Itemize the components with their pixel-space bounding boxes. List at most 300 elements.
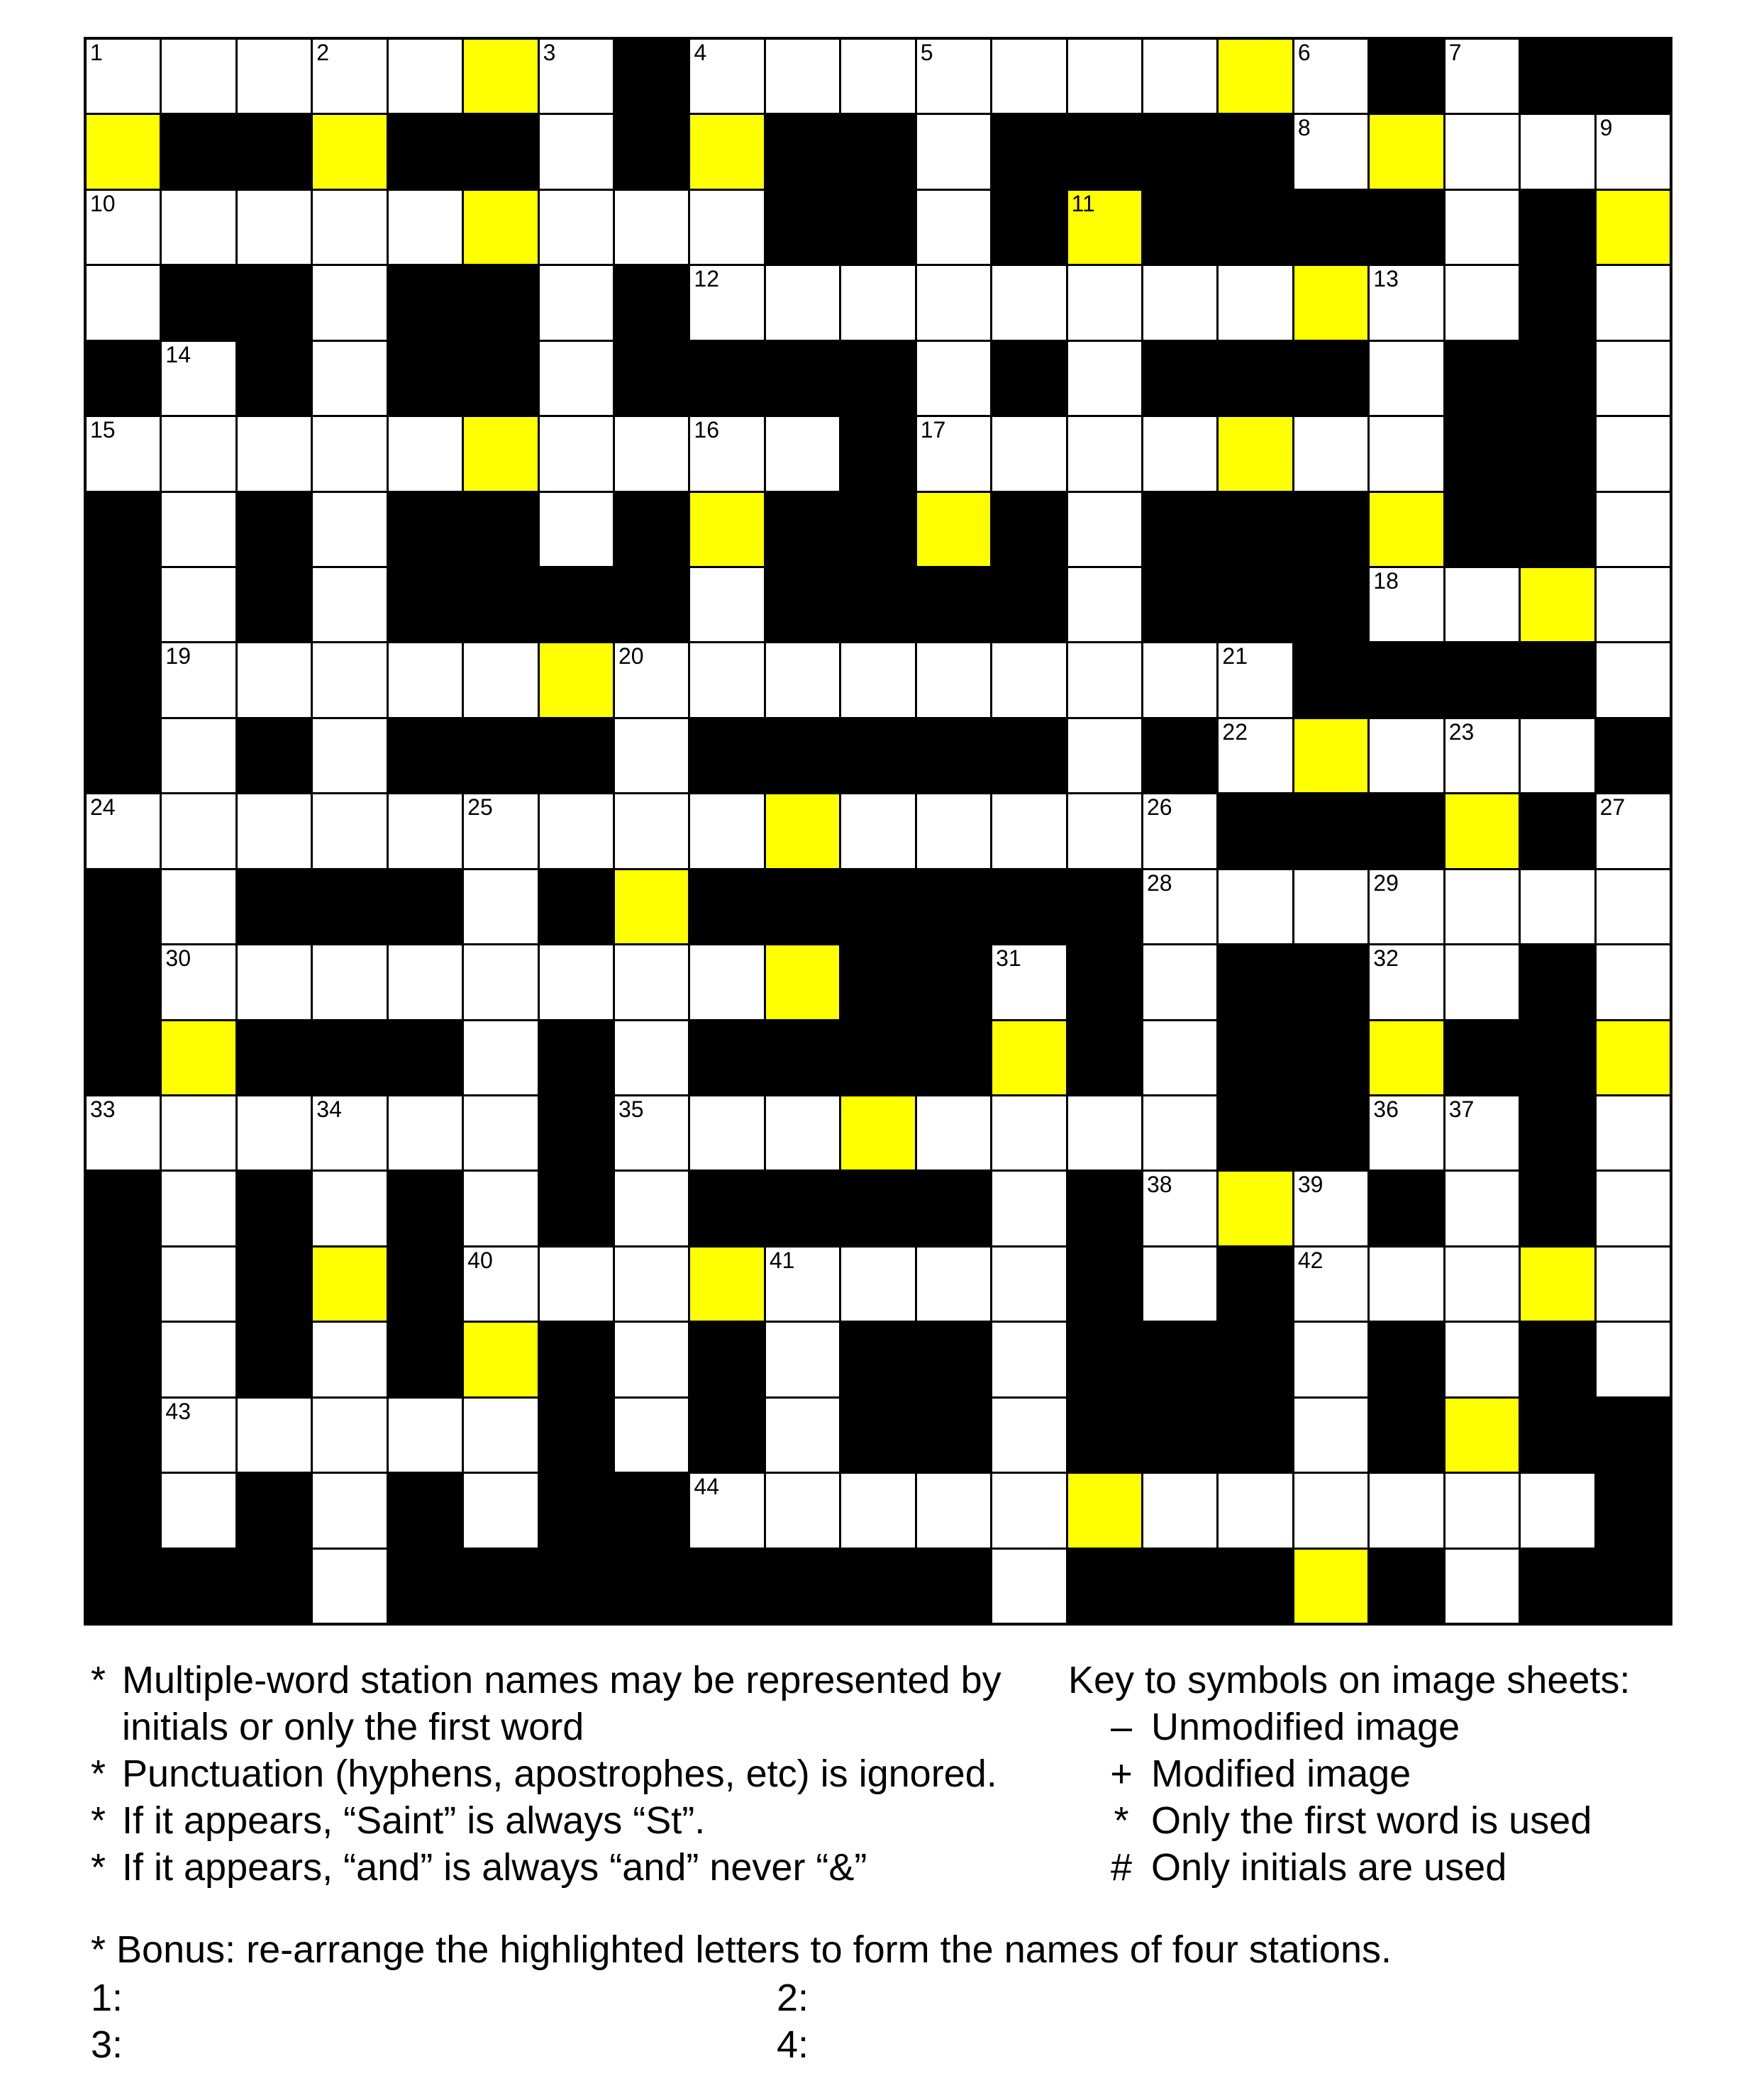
grid-cell-r12c9[interactable] — [766, 945, 839, 1018]
grid-cell-r20c15 — [1219, 1550, 1292, 1623]
grid-cell-r15c16[interactable] — [1294, 1172, 1367, 1245]
grid-cell-r7c13[interactable] — [1068, 568, 1141, 641]
grid-cell-r14c20[interactable] — [1597, 1096, 1670, 1170]
grid-cell-r0c11[interactable] — [917, 40, 990, 113]
grid-cell-r4c3[interactable] — [313, 342, 386, 415]
bonus-answer-2[interactable]: 2: — [777, 1977, 809, 2019]
grid-cell-r8c15[interactable] — [1219, 643, 1292, 716]
grid-cell-r1c1 — [162, 115, 235, 188]
bonus-answer-3[interactable]: 3: — [91, 2023, 123, 2066]
grid-cell-r18c9[interactable] — [766, 1399, 839, 1472]
grid-cell-r8c14[interactable] — [1143, 643, 1216, 716]
grid-cell-r11c1[interactable] — [162, 870, 235, 943]
grid-cell-r15c4 — [389, 1172, 462, 1245]
grid-cell-r3c13[interactable] — [1068, 266, 1141, 339]
grid-cell-r5c4[interactable] — [389, 417, 462, 490]
grid-cell-r12c18[interactable] — [1446, 945, 1519, 1018]
grid-cell-r20c12[interactable] — [992, 1550, 1065, 1623]
grid-cell-r12c2[interactable] — [238, 945, 311, 1018]
grid-cell-r3c10[interactable] — [841, 266, 914, 339]
grid-cell-r5c7[interactable] — [615, 417, 688, 490]
grid-cell-r11c5[interactable] — [464, 870, 537, 943]
grid-cell-r16c7[interactable] — [615, 1248, 688, 1321]
cell-number: 5 — [920, 40, 933, 65]
grid-cell-r9c20 — [1597, 719, 1670, 792]
grid-cell-r0c0[interactable] — [87, 40, 160, 113]
grid-cell-r14c6 — [540, 1096, 613, 1170]
grid-cell-r12c5[interactable] — [464, 945, 537, 1018]
grid-cell-r8c6[interactable] — [540, 643, 613, 716]
grid-cell-r9c5 — [464, 719, 537, 792]
grid-cell-r14c3[interactable] — [313, 1096, 386, 1170]
grid-cell-r14c8[interactable] — [690, 1096, 763, 1170]
grid-cell-r5c1[interactable] — [162, 417, 235, 490]
grid-cell-r10c2[interactable] — [238, 794, 311, 867]
grid-cell-r10c10[interactable] — [841, 794, 914, 867]
grid-cell-r19c15[interactable] — [1219, 1474, 1292, 1547]
grid-cell-r4c0 — [87, 342, 160, 415]
grid-cell-r10c5[interactable] — [464, 794, 537, 867]
grid-cell-r2c9 — [766, 191, 839, 264]
grid-cell-r12c6[interactable] — [540, 945, 613, 1018]
bonus-answer-1[interactable]: 1: — [91, 1977, 123, 2019]
grid-cell-r3c9[interactable] — [766, 266, 839, 339]
grid-cell-r18c18[interactable] — [1446, 1399, 1519, 1472]
grid-cell-r4c2 — [238, 342, 311, 415]
grid-cell-r19c12[interactable] — [992, 1474, 1065, 1547]
grid-cell-r6c11[interactable] — [917, 493, 990, 566]
grid-cell-r16c6[interactable] — [540, 1248, 613, 1321]
grid-cell-r2c3[interactable] — [313, 191, 386, 264]
cell-number: 32 — [1373, 945, 1399, 972]
grid-cell-r6c3[interactable] — [313, 493, 386, 566]
grid-cell-r17c20[interactable] — [1597, 1323, 1670, 1396]
grid-cell-r7c17[interactable] — [1370, 568, 1443, 641]
grid-cell-r10c4[interactable] — [389, 794, 462, 867]
grid-cell-r16c8[interactable] — [690, 1248, 763, 1321]
grid-cell-r4c1[interactable] — [162, 342, 235, 415]
grid-cell-r2c6[interactable] — [540, 191, 613, 264]
grid-cell-r14c0[interactable] — [87, 1096, 160, 1170]
grid-cell-r4c11[interactable] — [917, 342, 990, 415]
grid-cell-r5c8[interactable] — [690, 417, 763, 490]
grid-cell-r9c18[interactable] — [1446, 719, 1519, 792]
grid-cell-r5c0[interactable] — [87, 417, 160, 490]
grid-cell-r5c6[interactable] — [540, 417, 613, 490]
grid-cell-r4c6[interactable] — [540, 342, 613, 415]
grid-cell-r10c18[interactable] — [1446, 794, 1519, 867]
key-item-label: Only initials are used — [1151, 1846, 1507, 1889]
grid-cell-r10c13[interactable] — [1068, 794, 1141, 867]
grid-cell-r5c17[interactable] — [1370, 417, 1443, 490]
grid-cell-r5c19 — [1521, 417, 1594, 490]
grid-cell-r13c20[interactable] — [1597, 1021, 1670, 1094]
grid-cell-r0c9[interactable] — [766, 40, 839, 113]
grid-cell-r16c11[interactable] — [917, 1248, 990, 1321]
grid-cell-r5c5[interactable] — [464, 417, 537, 490]
grid-cell-r3c3[interactable] — [313, 266, 386, 339]
grid-cell-r7c8[interactable] — [690, 568, 763, 641]
grid-cell-r16c1[interactable] — [162, 1248, 235, 1321]
grid-cell-r17c18[interactable] — [1446, 1323, 1519, 1396]
grid-cell-r13c1[interactable] — [162, 1021, 235, 1094]
grid-cell-r2c1[interactable] — [162, 191, 235, 264]
grid-cell-r14c17[interactable] — [1370, 1096, 1443, 1170]
grid-cell-r19c5[interactable] — [464, 1474, 537, 1547]
grid-cell-r3c14[interactable] — [1143, 266, 1216, 339]
grid-cell-r17c9[interactable] — [766, 1323, 839, 1396]
grid-cell-r8c12[interactable] — [992, 643, 1065, 716]
grid-cell-r2c4[interactable] — [389, 191, 462, 264]
grid-cell-r9c13[interactable] — [1068, 719, 1141, 792]
grid-cell-r0c1[interactable] — [162, 40, 235, 113]
grid-cell-r8c13[interactable] — [1068, 643, 1141, 716]
grid-cell-r15c14[interactable] — [1143, 1172, 1216, 1245]
grid-cell-r17c14 — [1143, 1323, 1216, 1396]
grid-cell-r16c10[interactable] — [841, 1248, 914, 1321]
grid-cell-r14c2[interactable] — [238, 1096, 311, 1170]
grid-cell-r2c0[interactable] — [87, 191, 160, 264]
grid-cell-r20c18[interactable] — [1446, 1550, 1519, 1623]
grid-cell-r3c17[interactable] — [1370, 266, 1443, 339]
grid-cell-r7c20[interactable] — [1597, 568, 1670, 641]
grid-cell-r18c14 — [1143, 1399, 1216, 1472]
grid-cell-r5c2[interactable] — [238, 417, 311, 490]
grid-cell-r14c12[interactable] — [992, 1096, 1065, 1170]
grid-cell-r19c3[interactable] — [313, 1474, 386, 1547]
grid-cell-r5c11[interactable] — [917, 417, 990, 490]
grid-cell-r8c20[interactable] — [1597, 643, 1670, 716]
grid-cell-r18c16[interactable] — [1294, 1399, 1367, 1472]
grid-cell-r12c12[interactable] — [992, 945, 1065, 1018]
grid-cell-r17c15 — [1219, 1323, 1292, 1396]
grid-cell-r9c17[interactable] — [1370, 719, 1443, 792]
grid-cell-r13c16 — [1294, 1021, 1367, 1094]
key-item-label: Modified image — [1151, 1752, 1411, 1795]
grid-cell-r9c3[interactable] — [313, 719, 386, 792]
grid-cell-r13c5[interactable] — [464, 1021, 537, 1094]
grid-cell-r16c14[interactable] — [1143, 1248, 1216, 1321]
grid-cell-r16c19[interactable] — [1521, 1248, 1594, 1321]
grid-cell-r16c17[interactable] — [1370, 1248, 1443, 1321]
grid-cell-r14c1[interactable] — [162, 1096, 235, 1170]
grid-cell-r13c7[interactable] — [615, 1021, 688, 1094]
grid-cell-r11c19[interactable] — [1521, 870, 1594, 943]
grid-cell-r3c16[interactable] — [1294, 266, 1367, 339]
grid-cell-r14c11[interactable] — [917, 1096, 990, 1170]
grid-cell-r16c9[interactable] — [766, 1248, 839, 1321]
grid-cell-r19c19[interactable] — [1521, 1474, 1594, 1547]
grid-cell-r16c16[interactable] — [1294, 1248, 1367, 1321]
grid-cell-r19c17[interactable] — [1370, 1474, 1443, 1547]
grid-cell-r2c8[interactable] — [690, 191, 763, 264]
grid-cell-r6c6[interactable] — [540, 493, 613, 566]
grid-cell-r13c19 — [1521, 1021, 1594, 1094]
grid-cell-r6c17[interactable] — [1370, 493, 1443, 566]
grid-cell-r19c16[interactable] — [1294, 1474, 1367, 1547]
grid-cell-r5c14[interactable] — [1143, 417, 1216, 490]
grid-cell-r12c8[interactable] — [690, 945, 763, 1018]
grid-cell-r5c3[interactable] — [313, 417, 386, 490]
grid-cell-r8c3[interactable] — [313, 643, 386, 716]
grid-cell-r7c1[interactable] — [162, 568, 235, 641]
grid-cell-r3c8[interactable] — [690, 266, 763, 339]
grid-cell-r12c14[interactable] — [1143, 945, 1216, 1018]
grid-cell-r11c17[interactable] — [1370, 870, 1443, 943]
grid-cell-r2c12 — [992, 191, 1065, 264]
grid-cell-r16c20[interactable] — [1597, 1248, 1670, 1321]
grid-cell-r0c13[interactable] — [1068, 40, 1141, 113]
grid-cell-r2c16 — [1294, 191, 1367, 264]
grid-cell-r9c7[interactable] — [615, 719, 688, 792]
grid-cell-r5c16[interactable] — [1294, 417, 1367, 490]
grid-cell-r15c9 — [766, 1172, 839, 1245]
grid-cell-r19c10[interactable] — [841, 1474, 914, 1547]
grid-cell-r3c6[interactable] — [540, 266, 613, 339]
grid-cell-r9c16[interactable] — [1294, 719, 1367, 792]
grid-cell-r1c20[interactable] — [1597, 115, 1670, 188]
grid-cell-r17c1[interactable] — [162, 1323, 235, 1396]
bonus-answer-4[interactable]: 4: — [777, 2023, 809, 2066]
grid-cell-r2c7[interactable] — [615, 191, 688, 264]
grid-cell-r6c8[interactable] — [690, 493, 763, 566]
grid-cell-r17c7[interactable] — [615, 1323, 688, 1396]
grid-cell-r5c15[interactable] — [1219, 417, 1292, 490]
grid-cell-r3c0[interactable] — [87, 266, 160, 339]
grid-cell-r12c4[interactable] — [389, 945, 462, 1018]
grid-cell-r5c9[interactable] — [766, 417, 839, 490]
grid-cell-r14c5[interactable] — [464, 1096, 537, 1170]
grid-cell-r19c13[interactable] — [1068, 1474, 1141, 1547]
grid-cell-r1c6[interactable] — [540, 115, 613, 188]
grid-cell-r18c6 — [540, 1399, 613, 1472]
grid-cell-r11c14[interactable] — [1143, 870, 1216, 943]
grid-cell-r15c1[interactable] — [162, 1172, 235, 1245]
grid-cell-r10c3[interactable] — [313, 794, 386, 867]
grid-cell-r10c7[interactable] — [615, 794, 688, 867]
grid-cell-r14c4[interactable] — [389, 1096, 462, 1170]
grid-cell-r0c5[interactable] — [464, 40, 537, 113]
grid-cell-r15c18[interactable] — [1446, 1172, 1519, 1245]
grid-cell-r10c8[interactable] — [690, 794, 763, 867]
grid-cell-r9c12 — [992, 719, 1065, 792]
grid-cell-r11c7[interactable] — [615, 870, 688, 943]
grid-cell-r10c20[interactable] — [1597, 794, 1670, 867]
grid-cell-r11c8 — [690, 870, 763, 943]
grid-cell-r14c13[interactable] — [1068, 1096, 1141, 1170]
grid-cell-r0c16[interactable] — [1294, 40, 1367, 113]
grid-cell-r5c13[interactable] — [1068, 417, 1141, 490]
grid-cell-r10c11[interactable] — [917, 794, 990, 867]
grid-cell-r2c5[interactable] — [464, 191, 537, 264]
grid-cell-r16c3[interactable] — [313, 1248, 386, 1321]
grid-cell-r16c12[interactable] — [992, 1248, 1065, 1321]
grid-cell-r13c3 — [313, 1021, 386, 1094]
grid-cell-r13c17[interactable] — [1370, 1021, 1443, 1094]
grid-cell-r5c20[interactable] — [1597, 417, 1670, 490]
grid-cell-r3c18[interactable] — [1446, 266, 1519, 339]
grid-cell-r19c1[interactable] — [162, 1474, 235, 1547]
note-text: Multiple-word station names may be represented by — [122, 1659, 1001, 1701]
grid-cell-r3c12[interactable] — [992, 266, 1065, 339]
grid-cell-r6c16 — [1294, 493, 1367, 566]
grid-cell-r15c20[interactable] — [1597, 1172, 1670, 1245]
grid-cell-r1c18[interactable] — [1446, 115, 1519, 188]
grid-cell-r4c17[interactable] — [1370, 342, 1443, 415]
grid-cell-r18c12[interactable] — [992, 1399, 1065, 1472]
grid-cell-r1c11[interactable] — [917, 115, 990, 188]
grid-cell-r10c1[interactable] — [162, 794, 235, 867]
grid-cell-r0c3[interactable] — [313, 40, 386, 113]
grid-cell-r12c7[interactable] — [615, 945, 688, 1018]
grid-cell-r5c12[interactable] — [992, 417, 1065, 490]
grid-cell-r11c18[interactable] — [1446, 870, 1519, 943]
grid-cell-r20c3[interactable] — [313, 1550, 386, 1623]
key-item — [1068, 1704, 1630, 1750]
grid-cell-r8c8[interactable] — [690, 643, 763, 716]
grid-cell-r15c15[interactable] — [1219, 1172, 1292, 1245]
grid-cell-r17c3[interactable] — [313, 1323, 386, 1396]
grid-cell-r1c3[interactable] — [313, 115, 386, 188]
grid-cell-r13c14[interactable] — [1143, 1021, 1216, 1094]
grid-cell-r4c20[interactable] — [1597, 342, 1670, 415]
grid-cell-r12c1[interactable] — [162, 945, 235, 1018]
grid-cell-r17c12[interactable] — [992, 1323, 1065, 1396]
grid-cell-r13c10 — [841, 1021, 914, 1094]
grid-cell-r0c2[interactable] — [238, 40, 311, 113]
grid-cell-r12c20[interactable] — [1597, 945, 1670, 1018]
grid-cell-r8c5[interactable] — [464, 643, 537, 716]
grid-cell-r8c1[interactable] — [162, 643, 235, 716]
grid-cell-r11c16[interactable] — [1294, 870, 1367, 943]
grid-cell-r0c4[interactable] — [389, 40, 462, 113]
grid-cell-r2c20[interactable] — [1597, 191, 1670, 264]
grid-cell-r3c20[interactable] — [1597, 266, 1670, 339]
grid-cell-r18c4[interactable] — [389, 1399, 462, 1472]
grid-cell-r8c7[interactable] — [615, 643, 688, 716]
grid-cell-r4c9 — [766, 342, 839, 415]
grid-cell-r6c13[interactable] — [1068, 493, 1141, 566]
grid-cell-r20c4 — [389, 1550, 462, 1623]
grid-cell-r0c8[interactable] — [690, 40, 763, 113]
grid-cell-r13c6 — [540, 1021, 613, 1094]
grid-cell-r6c1[interactable] — [162, 493, 235, 566]
grid-cell-r9c15[interactable] — [1219, 719, 1292, 792]
grid-cell-r0c18[interactable] — [1446, 40, 1519, 113]
grid-cell-r20c6 — [540, 1550, 613, 1623]
grid-cell-r4c13[interactable] — [1068, 342, 1141, 415]
grid-cell-r10c14[interactable] — [1143, 794, 1216, 867]
grid-cell-r11c20[interactable] — [1597, 870, 1670, 943]
grid-cell-r1c16[interactable] — [1294, 115, 1367, 188]
grid-cell-r14c10[interactable] — [841, 1096, 914, 1170]
grid-cell-r19c14[interactable] — [1143, 1474, 1216, 1547]
grid-cell-r8c11[interactable] — [917, 643, 990, 716]
grid-cell-r0c15[interactable] — [1219, 40, 1292, 113]
grid-cell-r10c9[interactable] — [766, 794, 839, 867]
grid-cell-r4c12 — [992, 342, 1065, 415]
grid-cell-r18c3[interactable] — [313, 1399, 386, 1472]
grid-cell-r9c19[interactable] — [1521, 719, 1594, 792]
grid-cell-r2c18[interactable] — [1446, 191, 1519, 264]
grid-cell-r12c3[interactable] — [313, 945, 386, 1018]
grid-cell-r2c2[interactable] — [238, 191, 311, 264]
grid-cell-r15c7[interactable] — [615, 1172, 688, 1245]
grid-cell-r17c5[interactable] — [464, 1323, 537, 1396]
grid-cell-r11c15[interactable] — [1219, 870, 1292, 943]
grid-cell-r8c9[interactable] — [766, 643, 839, 716]
cell-number: 12 — [694, 266, 720, 292]
grid-cell-r10c12[interactable] — [992, 794, 1065, 867]
grid-cell-r3c15[interactable] — [1219, 266, 1292, 339]
grid-cell-r14c9[interactable] — [766, 1096, 839, 1170]
grid-cell-r19c9[interactable] — [766, 1474, 839, 1547]
grid-cell-r19c11[interactable] — [917, 1474, 990, 1547]
grid-cell-r8c2[interactable] — [238, 643, 311, 716]
grid-cell-r0c12[interactable] — [992, 40, 1065, 113]
grid-cell-r17c16[interactable] — [1294, 1323, 1367, 1396]
grid-cell-r1c19[interactable] — [1521, 115, 1594, 188]
grid-cell-r1c0[interactable] — [87, 115, 160, 188]
grid-cell-r2c13[interactable] — [1068, 191, 1141, 264]
grid-cell-r8c19 — [1521, 643, 1594, 716]
grid-cell-r19c8[interactable] — [690, 1474, 763, 1547]
grid-cell-r14c14[interactable] — [1143, 1096, 1216, 1170]
dash-symbol: – — [1110, 1706, 1133, 1748]
grid-cell-r7c6 — [540, 568, 613, 641]
grid-cell-r1c8[interactable] — [690, 115, 763, 188]
grid-cell-r14c7[interactable] — [615, 1096, 688, 1170]
grid-cell-r15c12[interactable] — [992, 1172, 1065, 1245]
grid-cell-r10c0[interactable] — [87, 794, 160, 867]
grid-cell-r16c18[interactable] — [1446, 1248, 1519, 1321]
grid-cell-r12c16 — [1294, 945, 1367, 1018]
grid-cell-r18c2[interactable] — [238, 1399, 311, 1472]
grid-cell-r10c6[interactable] — [540, 794, 613, 867]
grid-cell-r3c5 — [464, 266, 537, 339]
grid-cell-r11c12 — [992, 870, 1065, 943]
grid-cell-r7c18[interactable] — [1446, 568, 1519, 641]
grid-cell-r1c17[interactable] — [1370, 115, 1443, 188]
grid-cell-r8c4[interactable] — [389, 643, 462, 716]
grid-cell-r17c19 — [1521, 1323, 1594, 1396]
grid-cell-r18c1[interactable] — [162, 1399, 235, 1472]
grid-cell-r8c10[interactable] — [841, 643, 914, 716]
grid-cell-r18c7[interactable] — [615, 1399, 688, 1472]
grid-cell-r1c4 — [389, 115, 462, 188]
grid-cell-r15c3[interactable] — [313, 1172, 386, 1245]
grid-cell-r9c1[interactable] — [162, 719, 235, 792]
grid-cell-r12c17[interactable] — [1370, 945, 1443, 1018]
grid-cell-r0c6[interactable] — [540, 40, 613, 113]
grid-cell-r20c16[interactable] — [1294, 1550, 1367, 1623]
grid-cell-r7c3[interactable] — [313, 568, 386, 641]
grid-cell-r15c5[interactable] — [464, 1172, 537, 1245]
grid-cell-r0c10[interactable] — [841, 40, 914, 113]
grid-cell-r19c18[interactable] — [1446, 1474, 1519, 1547]
grid-cell-r13c12[interactable] — [992, 1021, 1065, 1094]
grid-cell-r1c15 — [1219, 115, 1292, 188]
grid-cell-r18c5[interactable] — [464, 1399, 537, 1472]
grid-cell-r7c19[interactable] — [1521, 568, 1594, 641]
grid-cell-r18c8 — [690, 1399, 763, 1472]
grid-cell-r14c18[interactable] — [1446, 1096, 1519, 1170]
grid-cell-r16c5[interactable] — [464, 1248, 537, 1321]
grid-cell-r6c20[interactable] — [1597, 493, 1670, 566]
grid-cell-r3c11[interactable] — [917, 266, 990, 339]
grid-cell-r2c11[interactable] — [917, 191, 990, 264]
grid-cell-r0c14[interactable] — [1143, 40, 1216, 113]
